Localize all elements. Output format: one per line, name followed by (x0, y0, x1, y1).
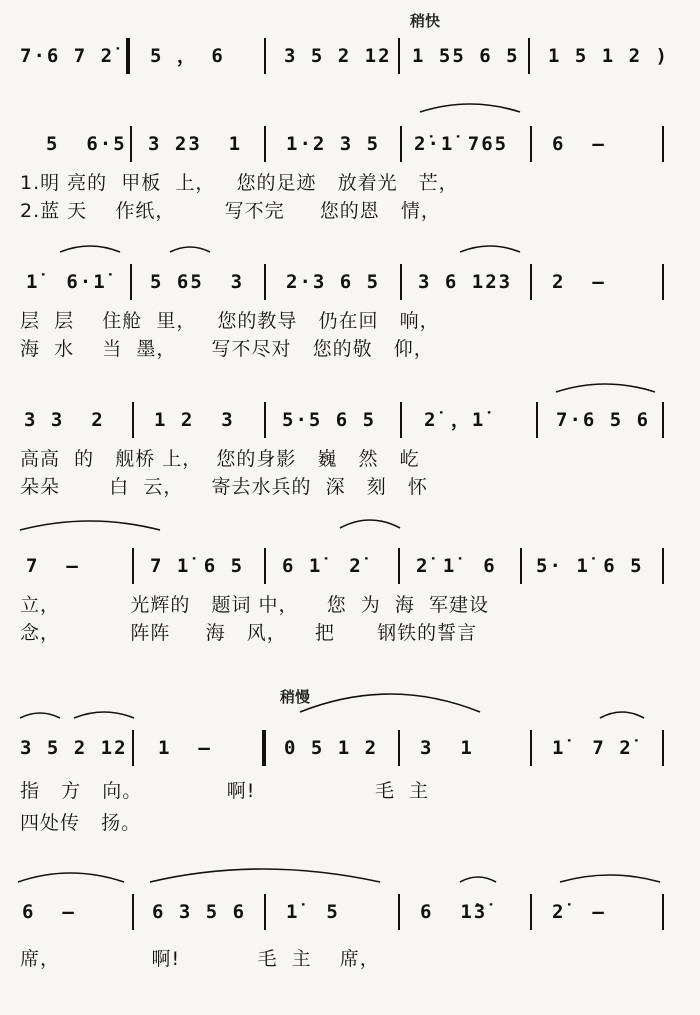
measure: 5· 1̇ 6 5 (536, 555, 644, 577)
measure: 2̇ 1̇ 6 (416, 555, 497, 577)
measure: 1 5 1 2 ) (548, 45, 669, 67)
lyric-verse-1: 层 层 住舱 里， 您的教导 仍在回 响， (20, 310, 440, 332)
measure: 3 1 (420, 737, 474, 759)
measure: 5 65 3 (150, 271, 245, 293)
slur (340, 520, 400, 528)
lyric-verse-1: 席， 啊! 毛 主 席， (20, 948, 380, 970)
slur (20, 713, 60, 718)
measure: 1 2 3 (154, 409, 235, 431)
measure: 2̇·1̇ 765 (414, 133, 509, 155)
tempo-mark-fast: 稍快 (410, 12, 441, 30)
slur (460, 246, 520, 252)
measure: 1̇ 5 (286, 901, 340, 923)
measure: 6 3 5 6 (152, 901, 247, 923)
slur (556, 384, 655, 392)
measure: 0 5 1 2 (284, 737, 379, 759)
slur (60, 246, 120, 252)
measure: 1·2 3 5 (286, 133, 381, 155)
slur (170, 247, 210, 252)
measure: 3 5 2 12 (20, 737, 128, 759)
measure: 7 – (26, 555, 80, 577)
measure: 2̇ ，1̇ (424, 409, 486, 431)
slur (18, 873, 124, 882)
lyric-verse-2: 2.蓝 天 作纸， 写不完 您的恩 情， (20, 200, 441, 222)
slur (20, 521, 160, 530)
measure: 6 – (22, 901, 76, 923)
slur (74, 712, 134, 718)
measure: 1̇ 7 2̇ (552, 737, 633, 759)
measure: 5 ， 6 (150, 45, 225, 67)
lyric-verse-1: 立， 光辉的 题词 中， 您 为 海 军建设 (20, 594, 489, 616)
measure: 3 5 2 12 (284, 45, 392, 67)
slur (560, 875, 660, 882)
slur (300, 694, 480, 712)
measure: 6 1̇ 2̇ (282, 555, 363, 577)
lyric-verse-2: 海 水 当 墨， 写不尽对 您的敬 仰， (20, 338, 434, 360)
measure: 2 – (552, 271, 606, 293)
measure: 1 – (158, 737, 212, 759)
measure: 3 6 123 (418, 271, 513, 293)
measure: 2̇ – (552, 901, 606, 923)
measure: 6 1̇3̇ (420, 901, 488, 923)
measure: 7 1̇ 6 5 (150, 555, 245, 577)
measure: 7·6 5 6 (556, 409, 651, 431)
slur (150, 869, 380, 882)
slur (460, 877, 496, 882)
measure: 1 55 6 5 (412, 45, 520, 67)
slur (600, 712, 644, 718)
lyric-verse-2: 朵朵 白 云， 寄去水兵的 深 刻 怀 (20, 476, 428, 498)
lyric-verse-2: 四处传 扬。 (20, 812, 142, 834)
measure: 7·6 7 2̇ (20, 45, 115, 67)
measure: 5 6·5 (46, 133, 127, 155)
measure: 6 – (552, 133, 606, 155)
measure: 3 23 1 (148, 133, 243, 155)
lyric-verse-1: 高高 的 舰桥 上， 您的身影 巍 然 屹 (20, 448, 420, 470)
lyric-verse-2: 念， 阵阵 海 风， 把 钢铁的誓言 (20, 622, 478, 644)
measure: 5·5 6 5 (282, 409, 377, 431)
lyric-verse-1: 指 方 向。 啊! 毛 主 (20, 780, 430, 802)
measure: 1̇ 6·1̇ (26, 271, 107, 293)
measure: 2·3 6 5 (286, 271, 381, 293)
slur (420, 104, 520, 112)
measure: 3 3 2 (24, 409, 105, 431)
tempo-mark-slow: 稍慢 (280, 688, 311, 706)
lyric-verse-1: 1.明 亮的 甲板 上， 您的足迹 放着光 芒， (20, 172, 459, 194)
